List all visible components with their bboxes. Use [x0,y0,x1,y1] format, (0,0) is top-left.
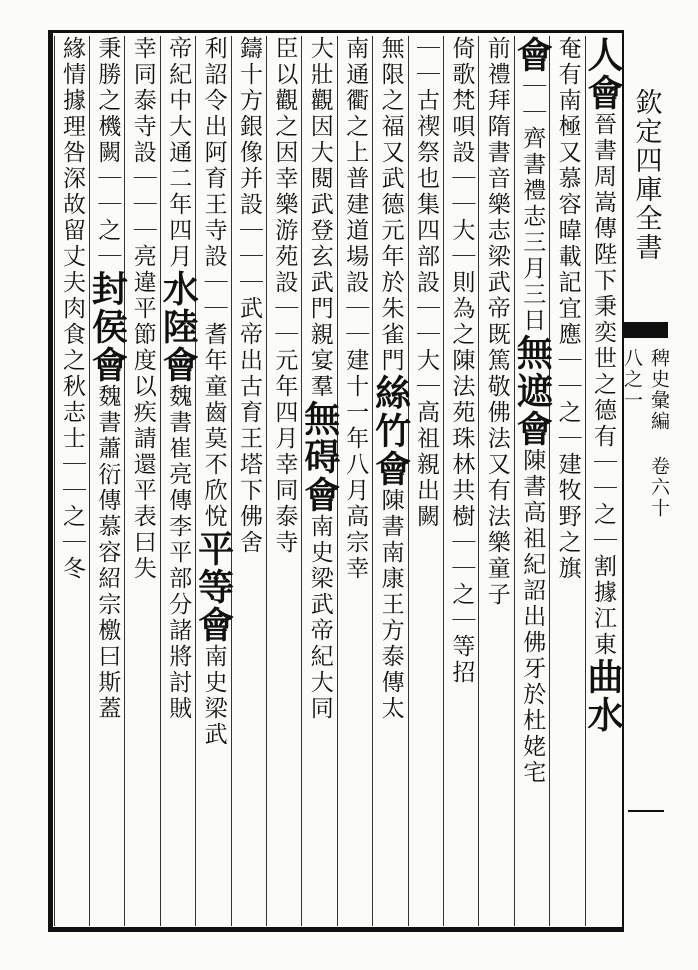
text-column [581,36,624,926]
entry-heading: 無遮會 [511,334,554,448]
entry-text: ｜｜古禊祭也 [412,36,439,192]
text-column [192,36,235,926]
entry-heading: 會 [511,36,554,74]
text-column [86,36,129,926]
entry-heading: 人會 [581,36,624,112]
text-column [54,36,89,926]
entry-text: 鑄十方銀像并設｜｜｜武帝出古育王塔下佛舍 [235,36,262,556]
text-column [369,36,412,926]
entry-text: 大壯觀因大閱武登玄武門親宴羣 [306,36,333,400]
entry-text: 秉勝之機闕｜｜之｜ [94,36,121,270]
text-column [157,36,200,926]
entry-heading: 無碍會 [298,400,341,514]
text-column [337,36,372,926]
fishtail-line [628,810,664,812]
entry-text: 無限之福又武德元年於朱雀門 [377,36,404,374]
collection-title: 欽定四庫全書 [630,88,662,262]
text-column [298,36,341,926]
entry-heading: 平等會 [192,530,235,644]
entry-text: 元年四月幸同泰寺 [271,348,298,556]
entry-text: ｜｜齊書禮志三月三日 [519,74,546,334]
text-column [408,36,443,926]
entry-text: 魏書蕭衍傳慕容紹宗檄曰斯蓋 [94,384,121,722]
volume-title: 稗史彙編 卷六十八之一 [621,348,670,519]
text-columns [54,36,624,926]
fishtail-mark [624,322,668,338]
entry-text: 丈夫肉食之秋志士｜｜之｜冬 [59,244,85,582]
entry-text: 亮違平節度以疾請還平表曰失 [129,244,156,582]
entry-text: 集四部設｜｜大｜高祖親出闕 [412,192,439,530]
entry-text: 南史梁武帝紀大同 [306,514,333,722]
text-column [511,36,554,926]
text-column [231,36,266,926]
entry-text: 幸同泰寺設｜｜｜ [129,36,156,244]
entry-heading: 絲竹會 [369,374,412,488]
entry-text: 帝紀中大通二年四月 [165,36,192,270]
text-column [124,36,159,926]
entry-text: 前禮拜隋書音樂志梁武帝既篤敬佛法又有法樂童子 [483,36,510,608]
entry-text: 倚歌梵唄設｜｜大｜則為之陳法苑珠林共樹｜｜之｜等招 [448,36,475,686]
text-column [549,36,584,926]
entry-text: 陳書高祖紀詔出佛牙於杜姥宅 [519,448,546,786]
entry-text: 魏書崔亮傳李平部分諸將討賊 [165,384,192,722]
entry-text: 南史梁武 [200,644,227,748]
margin-strip [622,30,668,932]
entry-heading: 封侯會 [86,270,129,384]
entry-text: 臣以觀之因幸樂游苑設｜｜ [271,36,298,348]
text-column [443,36,478,926]
entry-heading: 水陸會 [157,270,200,384]
entry-text: 南通衢之上普建道場設｜｜ [342,36,369,348]
entry-text: 建十一年八月高宗幸 [342,348,369,582]
entry-text: 利詔令出阿育王寺設｜｜耆年童齒莫不欣悅 [200,36,227,530]
entry-text: 陳書南康王方泰傳太 [377,488,404,722]
entry-text: 晉書周嵩傳陛下秉奕世之德有｜｜之｜割據江東 [589,112,616,658]
text-column [478,36,513,926]
entry-heading: 曲水 [581,658,624,734]
entry-text: 奄有南極又慕容暐載記宜應｜｜之｜建牧野之旗 [554,36,581,582]
entry-text: 緣情據理咎深故留 [59,36,85,244]
text-column [266,36,301,926]
